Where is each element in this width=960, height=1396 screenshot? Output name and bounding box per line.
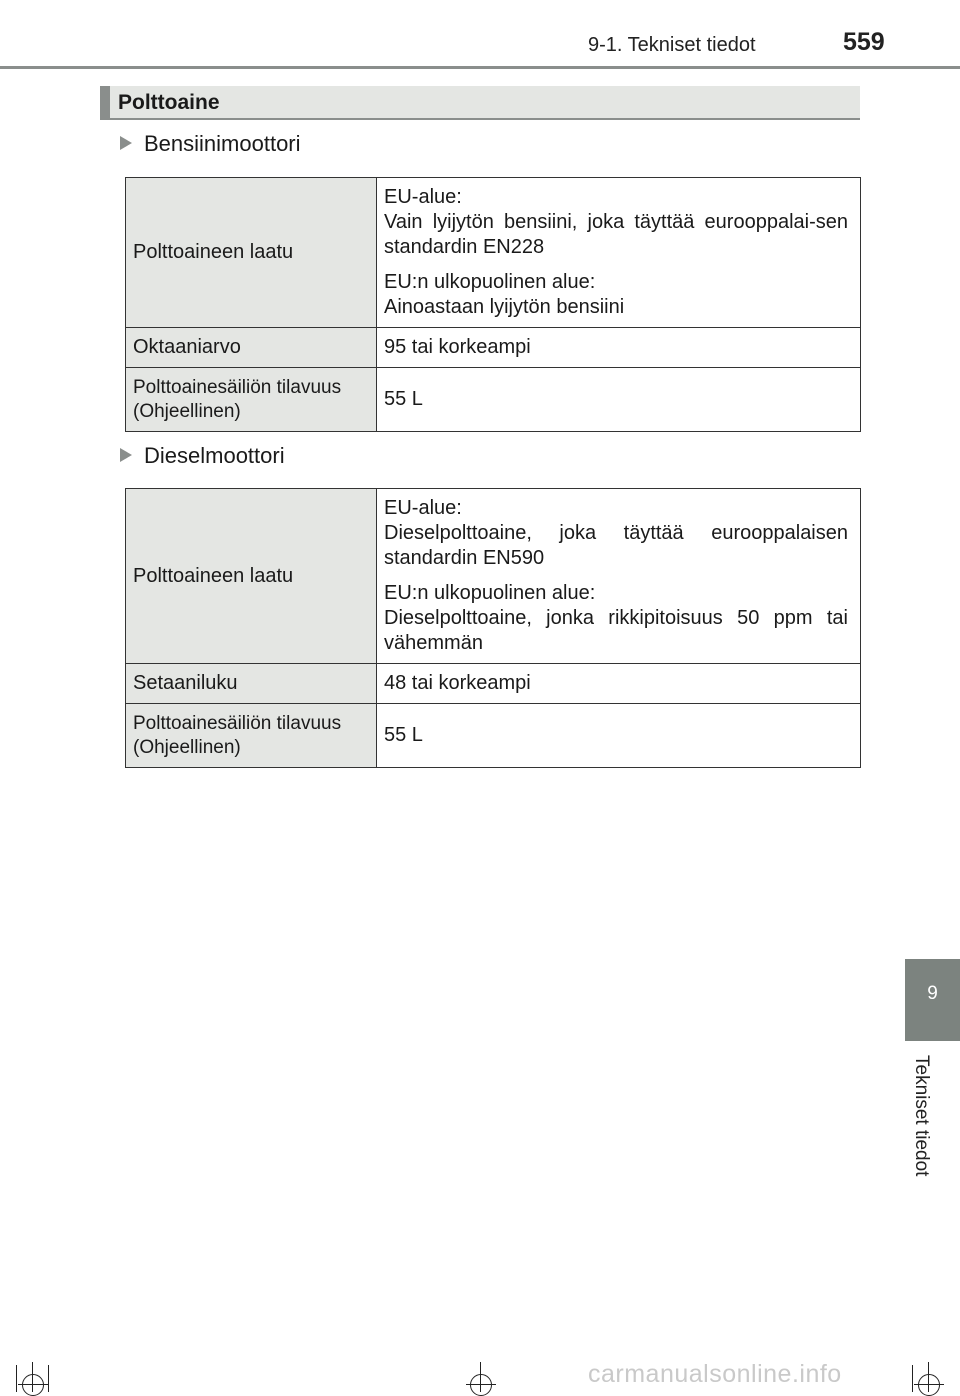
table-row [126,368,861,432]
table-row [126,489,861,664]
chapter-label: Tekniset tiedot [911,1055,932,1177]
table-row [126,704,861,768]
spec-value-text: EU-alue: Vain lyijytön bensiini, joka täyttää eurooppalai-sen standardin EN228 [384,186,848,258]
spec-value-text: EU:n ulkopuolinen alue: Dieselpolttoaine, jonka rikkipitoisuus 50 ppm tai vähemmän [384,582,848,654]
gasoline-spec-table [125,177,861,432]
crop-mark [16,1365,17,1392]
spec-value-text: EU:n ulkopuolinen alue: Ainoastaan lyijytön bensiini [384,271,625,318]
diesel-subheading [120,443,285,469]
spec-value: 48 tai korkeampi [377,664,861,704]
table-row [126,328,861,368]
chapter-number: 9 [927,983,938,1004]
page-header [0,0,960,70]
header-divider [0,66,960,69]
table-row [126,664,861,704]
spec-key: Polttoainesäiliön tilavuus (Ohjeellinen) [126,704,377,768]
spec-key: Polttoainesäiliön tilavuus (Ohjeellinen) [126,368,377,432]
crop-mark [912,1365,913,1392]
spec-key: Polttoaineen laatu [126,178,377,328]
spec-key: Polttoaineen laatu [126,489,377,664]
spec-value: 55 L [377,368,861,432]
watermark: carmanualsonline.info [588,1360,842,1388]
spec-value: 95 tai korkeampi [377,328,861,368]
registration-mark-icon [914,1362,944,1392]
section-heading [100,86,860,120]
diesel-subheading-text: Dieselmoottori [144,443,285,468]
page-number: 559 [843,28,885,56]
table-row [126,178,861,328]
spec-value [377,178,861,328]
spec-value-text: EU-alue: Dieselpolttoaine, joka täyttää eurooppalaisen standardin EN590 [384,497,848,569]
section-heading-text: Polttoaine [118,91,220,114]
crop-mark [48,1365,49,1392]
gasoline-subheading [120,131,301,157]
diesel-spec-table [125,488,861,768]
chapter-tab[interactable] [905,959,960,1041]
triangle-bullet-icon [120,448,132,462]
registration-mark-icon [18,1362,48,1392]
gasoline-subheading-text: Bensiinimoottori [144,131,301,156]
spec-value: 55 L [377,704,861,768]
spec-key: Oktaaniarvo [126,328,377,368]
spec-key: Setaaniluku [126,664,377,704]
spec-value [377,489,861,664]
triangle-bullet-icon [120,136,132,150]
registration-mark-icon [466,1362,496,1392]
header-section-title: 9-1. Tekniset tiedot [588,34,756,56]
